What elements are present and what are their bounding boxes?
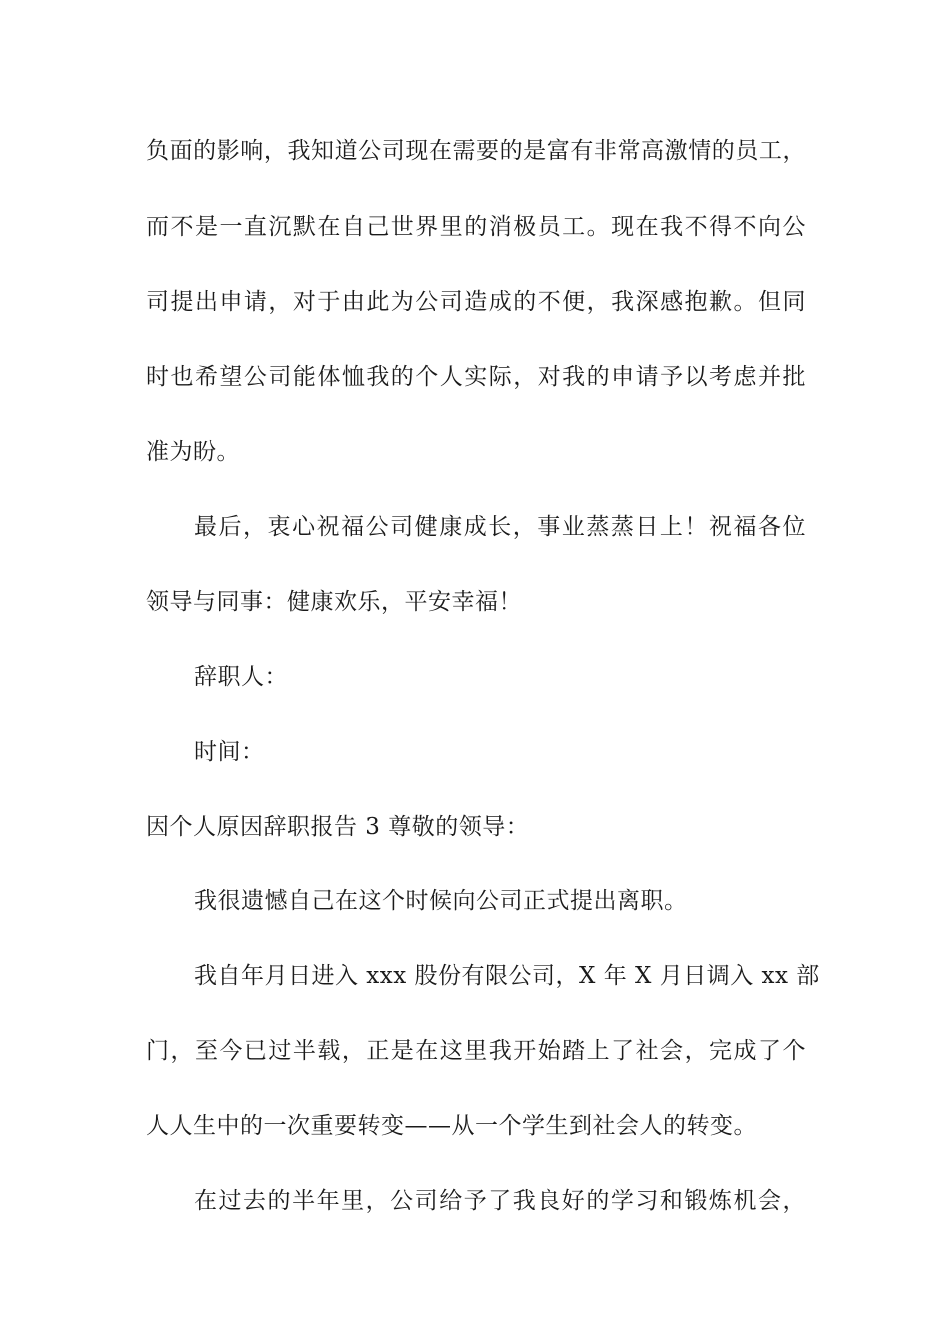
text-line: 我自年月日进入 xxx 股份有限公司，X 年 X 月日调入 xx 部	[194, 963, 820, 989]
text-line: 门，至今已过半载，正是在这里我开始踏上了社会，完成了个	[146, 1038, 806, 1064]
text-line: 时也希望公司能体恤我的个人实际，对我的申请予以考虑并批	[146, 364, 806, 390]
text-line: 人人生中的一次重要转变——从一个学生到社会人的转变。	[146, 1113, 757, 1139]
text-line: 在过去的半年里，公司给予了我良好的学习和锻炼机会，	[194, 1188, 806, 1214]
section-heading: 因个人原因辞职报告 3 尊敬的领导：	[146, 814, 530, 840]
date-label: 时间：	[194, 739, 265, 765]
text-line: 负面的影响，我知道公司现在需要的是富有非常高激情的员工，	[146, 138, 806, 164]
text-line: 准为盼。	[146, 439, 240, 465]
text-line: 领导与同事：健康欢乐，平安幸福！	[146, 589, 522, 615]
text-line: 最后，衷心祝福公司健康成长，事业蒸蒸日上！祝福各位	[194, 514, 806, 540]
signature-label: 辞职人：	[194, 664, 288, 690]
text-line: 而不是一直沉默在自己世界里的消极员工。现在我不得不向公	[146, 214, 806, 240]
text-line: 我很遗憾自己在这个时候向公司正式提出离职。	[194, 888, 688, 914]
text-line: 司提出申请，对于由此为公司造成的不便，我深感抱歉。但同	[146, 289, 806, 315]
